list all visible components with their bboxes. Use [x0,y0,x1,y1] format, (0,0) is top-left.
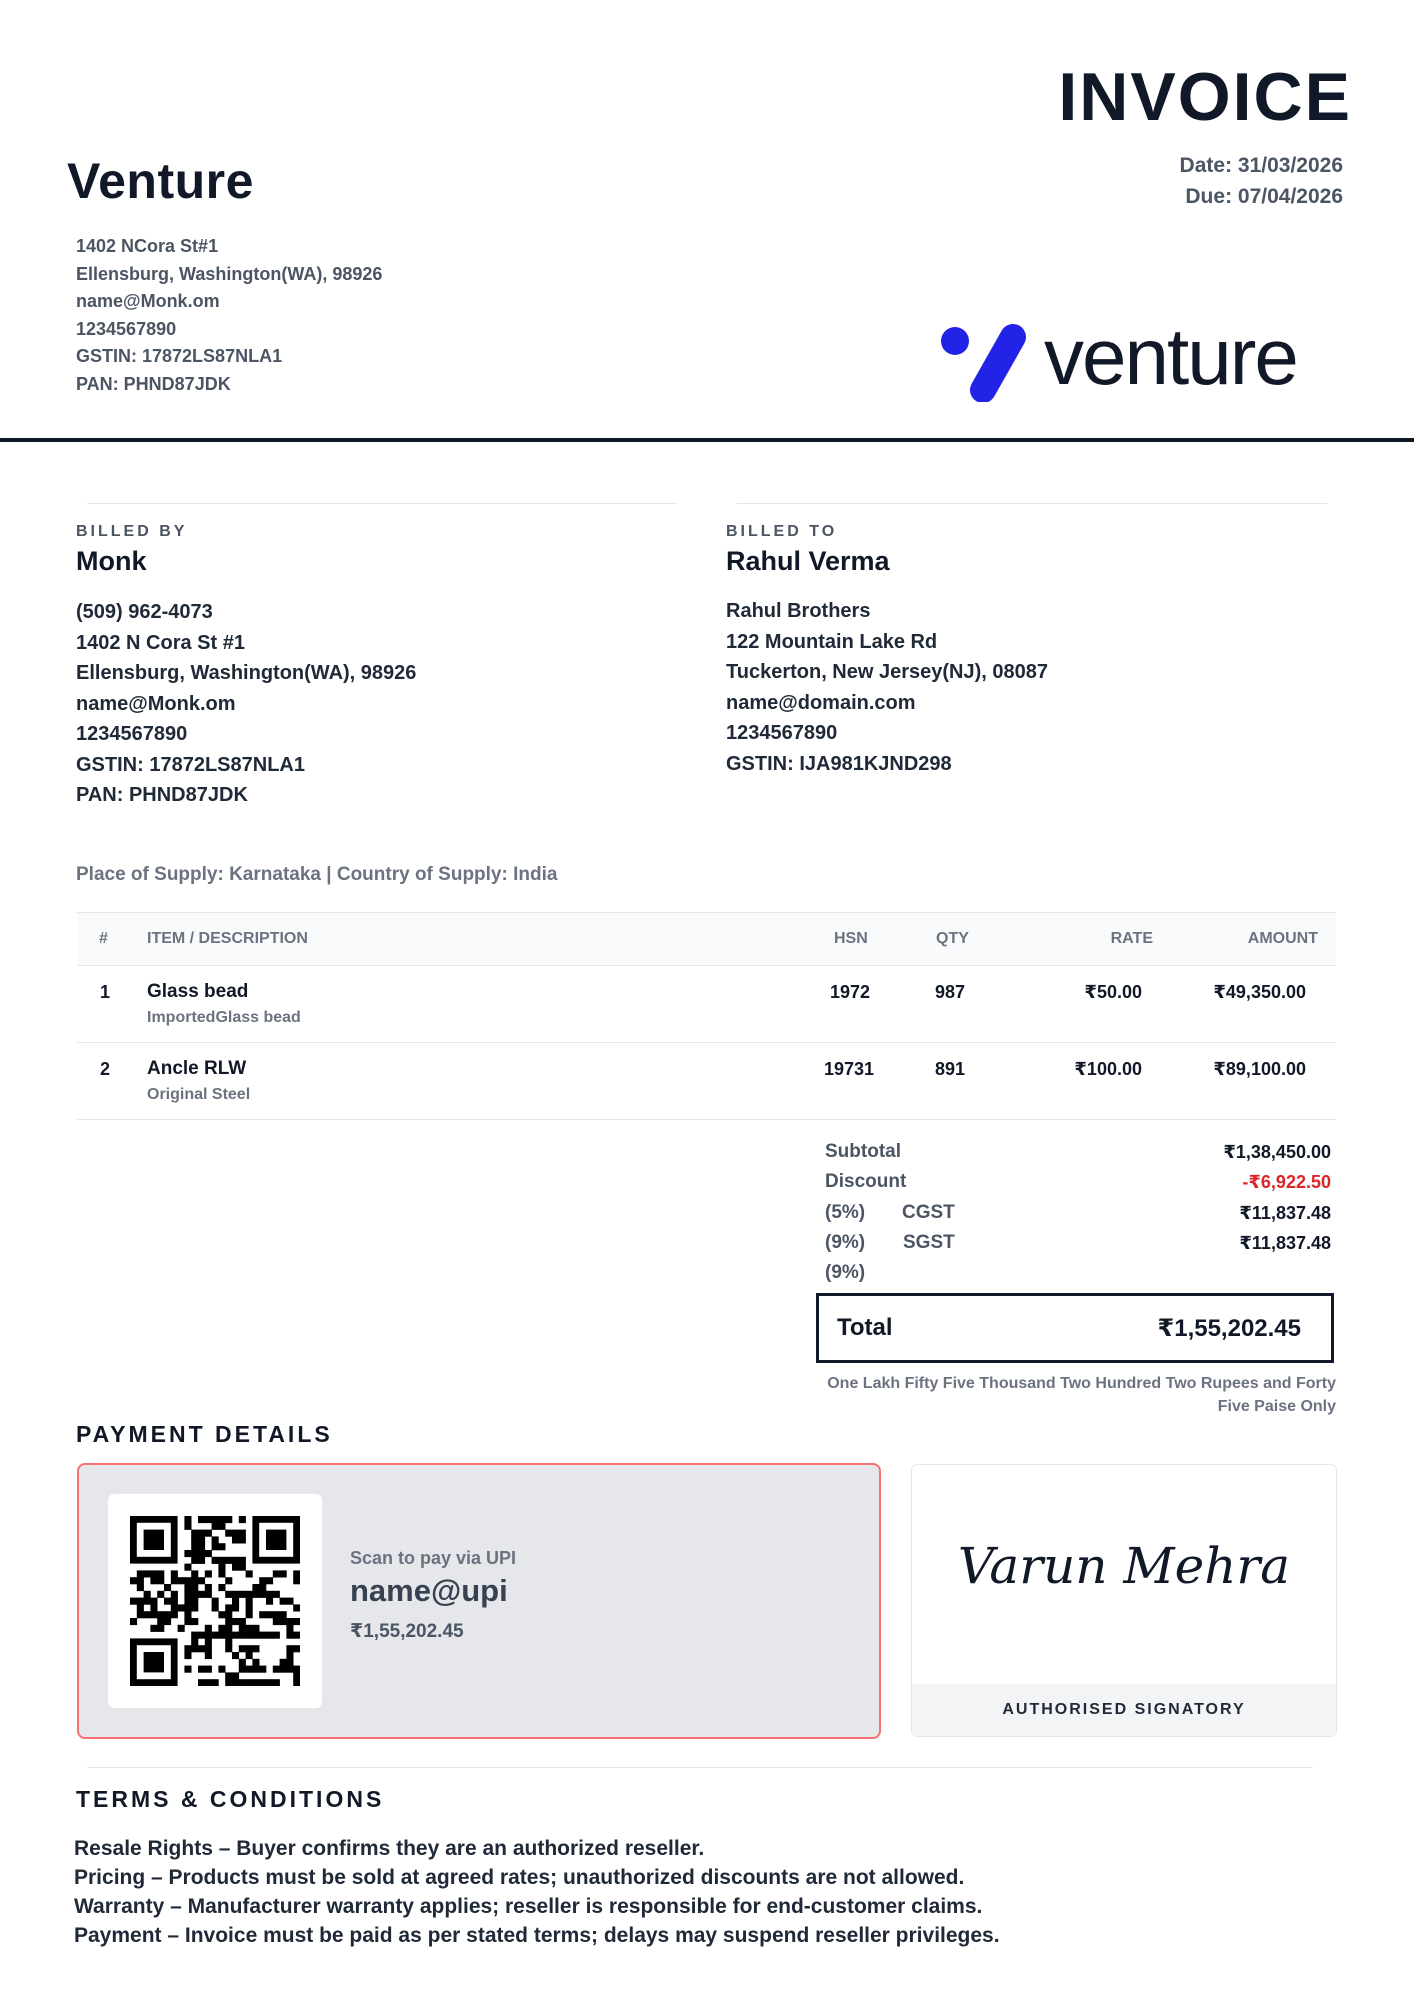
amount-words-line-1: One Lakh Fifty Five Thousand Two Hundred Two Rupees and Forty [827,1375,1336,1392]
term-resale-rights: Resale Rights – Buyer confirms they are an authorized reseller. [74,1837,705,1860]
row-number: 2 [100,1059,111,1079]
logo-wordmark: venture [1044,322,1297,401]
company-address-block [76,233,382,398]
payment-details-title: PAYMENT DETAILS [76,1421,333,1447]
billed-to-name: Rahul Verma [726,546,890,576]
billed-to-email: name@domain.com [726,691,916,714]
item-description: Original Steel [147,1086,251,1103]
billed-by-label: BILLED BY [76,523,188,540]
table-row [77,966,1336,1043]
total-label: Total [837,1314,893,1341]
sgst-label: SGST [903,1232,955,1253]
company-phone: 1234567890 [76,318,177,339]
item-qty: 891 [935,1059,966,1079]
table-row [77,1043,1336,1120]
header-divider [0,438,1414,442]
place-of-supply: Place of Supply: Karnataka | Country of Supply: India [76,864,558,885]
company-name: Venture [67,153,254,209]
authorised-signatory-label: AUTHORISED SIGNATORY [912,1684,1336,1736]
item-hsn: 1972 [830,982,871,1002]
item-rate: ₹100.00 [1074,1059,1142,1079]
billed-to-divider [737,503,1327,504]
amount-words-line-2: Five Paise Only [1217,1398,1336,1415]
payment-amount: ₹1,55,202.45 [350,1621,464,1642]
subtotal-value: ₹1,38,450.00 [1223,1142,1331,1162]
item-name: Ancle RLW [147,1058,247,1079]
company-gstin: GSTIN: 17872LS87NLA1 [76,346,283,366]
billed-by-phone: (509) 962-4073 [76,601,213,623]
scan-to-pay-text: Scan to pay via UPI [350,1548,517,1568]
total-value: ₹1,55,202.45 [1157,1315,1301,1342]
term-payment: Payment – Invoice must be paid as per stated terms; delays may suspend reseller privileges. [74,1924,1000,1947]
discount-value: -₹6,922.50 [1242,1172,1331,1192]
sgst-percent: (9%) [825,1232,866,1253]
billed-to-city: Tuckerton, New Jersey(NJ), 08087 [726,661,1049,683]
terms-list [74,1834,1000,1950]
cgst-percent: (5%) [825,1202,866,1223]
item-hsn: 19731 [824,1059,875,1079]
logo-dot-icon [941,327,969,355]
amount-in-words [770,1372,1336,1418]
invoice-title: INVOICE [1058,59,1352,135]
logo-slash-icon [983,337,1013,390]
item-name: Glass bead [147,981,249,1002]
invoice-due-date: Due: 07/04/2026 [1185,185,1343,208]
terms-title: TERMS & CONDITIONS [76,1786,385,1812]
sgst-value: ₹11,837.48 [1239,1233,1331,1253]
total-box [816,1293,1334,1363]
th-number: # [99,930,108,947]
billed-by-street: 1402 N Cora St #1 [76,631,245,654]
billed-by-details [76,597,416,811]
th-qty: QTY [936,930,969,947]
th-amount: AMOUNT [1247,930,1318,947]
subtotal-label: Subtotal [825,1141,901,1162]
item-amount: ₹89,100.00 [1213,1059,1306,1079]
billed-to-company: Rahul Brothers [726,600,871,622]
signature: Varun Mehra [957,1537,1291,1595]
term-warranty: Warranty – Manufacturer warranty applies; reseller is responsible for end-customer claims. [74,1895,983,1918]
upi-id[interactable]: name@upi [350,1573,508,1608]
table-header [77,912,1336,966]
company-address-line: 1402 NCora St#1 [76,236,219,256]
venture-logo [940,322,1360,402]
billed-by-number: 1234567890 [76,723,188,745]
signature-box [911,1464,1337,1737]
billed-to-gstin: GSTIN: IJA981KJND298 [726,752,952,775]
qr-card [108,1494,322,1708]
items-table [77,912,1336,1120]
row-number: 1 [100,982,111,1002]
billed-by-pan: PAN: PHND87JDK [76,784,248,806]
th-item: ITEM / DESCRIPTION [147,930,308,947]
qr-code-icon[interactable] [130,1516,300,1686]
th-rate: RATE [1110,930,1153,947]
billed-by-divider [87,503,677,504]
billed-by-city: Ellensburg, Washington(WA), 98926 [76,662,417,684]
company-email: name@Monk.om [76,291,220,311]
item-qty: 987 [935,982,966,1002]
terms-divider [87,1767,1313,1768]
discount-label: Discount [825,1171,907,1192]
th-hsn: HSN [834,930,868,947]
company-pan: PAN: PHND87JDK [76,373,231,394]
cgst-value: ₹11,837.48 [1239,1203,1331,1223]
billed-to-street: 122 Mountain Lake Rd [726,630,938,653]
item-rate: ₹50.00 [1084,982,1142,1002]
billed-by-name: Monk [76,546,147,576]
billed-to-label: BILLED TO [726,523,838,540]
extra-percent: (9%) [825,1262,866,1283]
cgst-label: CGST [902,1202,955,1223]
payment-card [77,1463,881,1739]
invoice-dates [1180,150,1343,212]
company-city-line: Ellensburg, Washington(WA), 98926 [76,263,383,284]
billed-to-details [726,596,1048,779]
term-pricing: Pricing – Products must be sold at agreed rates; unauthorized discounts are not allowed. [74,1866,965,1889]
invoice-date: Date: 31/03/2026 [1179,154,1343,177]
item-description: ImportedGlass bead [147,1009,301,1026]
item-amount: ₹49,350.00 [1213,982,1306,1002]
billed-by-gstin: GSTIN: 17872LS87NLA1 [76,753,305,776]
billed-by-email: name@Monk.om [76,692,236,715]
billed-to-number: 1234567890 [726,722,838,744]
